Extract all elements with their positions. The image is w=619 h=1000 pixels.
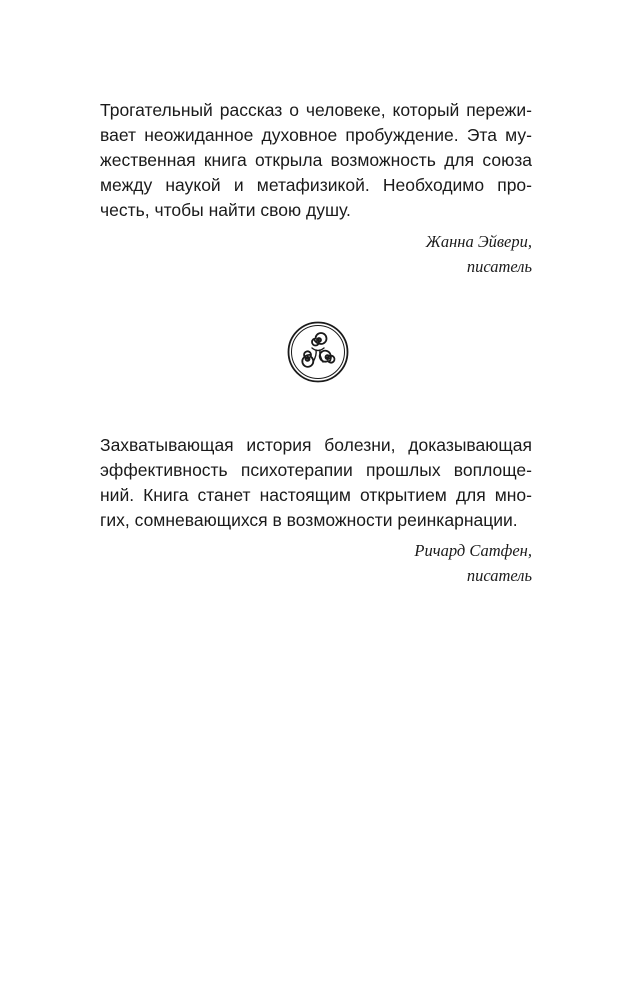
quote-1-line-5: честь, чтобы найти свою душу. bbox=[100, 200, 351, 220]
quote-1-line-4: между наукой и метафизикой. Необходимо про- bbox=[100, 175, 532, 195]
quote-author-1: Жанна Эйвери, bbox=[425, 232, 532, 251]
quote-attribution-2 bbox=[100, 538, 532, 588]
quote-1-line-1: Трогательный рассказ о человеке, который пережи- bbox=[100, 100, 532, 120]
quote-2-line-4: гих, сомневающихся в возможности реинкарнации. bbox=[100, 510, 518, 530]
quote-2-line-3: ний. Книга станет настоящим открытием для мно- bbox=[100, 485, 532, 505]
quote-text-1 bbox=[100, 98, 532, 223]
quote-author-2: Ричард Сатфен, bbox=[414, 541, 532, 560]
quote-2-line-1: Захватывающая история болезни, доказывающая bbox=[100, 435, 532, 455]
quote-1-line-3: жественная книга открыла возможность для союза bbox=[100, 150, 532, 170]
quote-author-role-2: писатель bbox=[466, 566, 532, 585]
triskelion-spiral-icon bbox=[286, 320, 350, 384]
quote-2-line-2: эффективность психотерапии прошлых воплоще- bbox=[100, 460, 532, 480]
quote-1-line-2: вает неожиданное духовное пробуждение. Эта му- bbox=[100, 125, 532, 145]
quote-attribution-1 bbox=[100, 229, 532, 279]
quote-author-role-1: писатель bbox=[466, 257, 532, 276]
quote-text-2 bbox=[100, 433, 532, 533]
